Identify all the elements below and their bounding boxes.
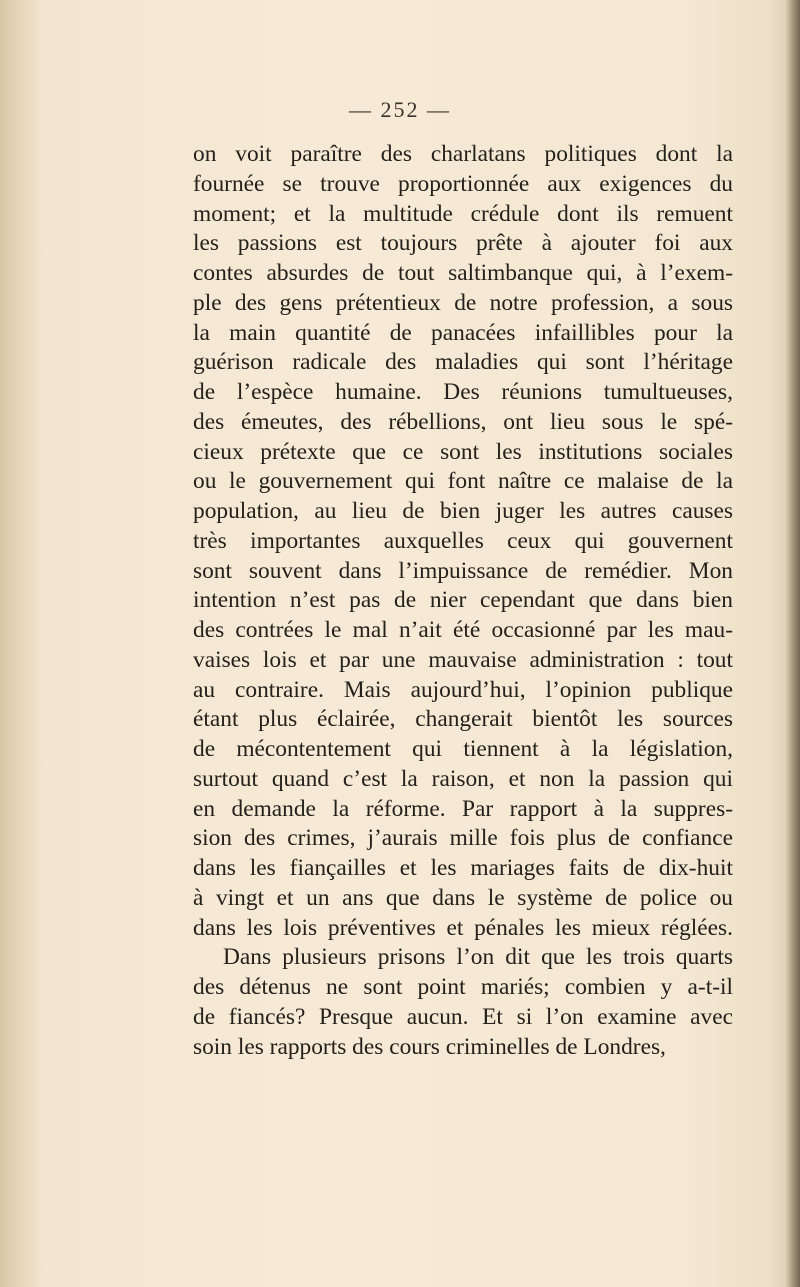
text-line: guérison radicale des maladies qui sont l’héritage — [193, 349, 733, 376]
text-line: les passions est toujours prête à ajouter foi aux — [193, 230, 733, 257]
text-line: vaises lois et par une mauvaise administration : tout — [193, 646, 733, 673]
text-line: à vingt et un ans que dans le système de police ou — [193, 884, 733, 911]
text-line: moment; et la multitude crédule dont ils remuent — [193, 200, 733, 227]
text-line: des contrées le mal n’ait été occasionné par les mau- — [193, 617, 733, 643]
text-line: Dans plusieurs prisons l’on dit que les trois quarts — [223, 944, 733, 971]
text-line: sion des crimes, j’aurais mille fois plus de confiance — [193, 825, 733, 852]
text-line: population, au lieu de bien juger les autres causes — [193, 498, 733, 524]
text-line: au contraire. Mais aujourd’hui, l’opinion publique — [193, 676, 733, 703]
text-line: étant plus éclairée, changerait bientôt les sources — [193, 706, 733, 733]
text-line: on voit paraître des charlatans politiques dont la — [193, 141, 733, 167]
text-line: des émeutes, des rébellions, ont lieu sous le spé- — [193, 408, 733, 435]
text-line: en demande la réforme. Par rapport à la suppres- — [193, 795, 733, 822]
text-line: contes absurdes de tout saltimbanque qui, à l’exem- — [193, 260, 733, 286]
page-left-shadow — [0, 0, 40, 1287]
text-line: surtout quand c’est la raison, et non la passion qui — [193, 765, 733, 792]
text-line: de mécontentement qui tiennent à la législation, — [193, 736, 733, 762]
text-line: fournée se trouve proportionnée aux exigences du — [193, 170, 733, 197]
text-line: dans les fiançailles et les mariages faits de dix-huit — [193, 855, 733, 881]
text-line: ple des gens prétentieux de notre profession, a sous — [193, 289, 733, 316]
text-line: de fiancés? Presque aucun. Et si l’on examine avec — [193, 1003, 733, 1030]
text-line: ou le gouvernement qui font naître ce malaise de la — [193, 468, 733, 495]
page-binding-edge — [786, 0, 800, 1287]
text-line: dans les lois préventives et pénales les mieux réglées. — [193, 914, 733, 941]
text-line: sont souvent dans l’impuissance de remédier. Mon — [193, 557, 733, 584]
page-number: — 252 — — [349, 97, 451, 122]
text-line: soin les rapports des cours criminelles de Londres, — [193, 1033, 666, 1060]
text-line: très importantes auxquelles ceux qui gouvernent — [193, 527, 733, 554]
body-text — [193, 140, 733, 1062]
text-line: des détenus ne sont point mariés; combien y a-t-il — [193, 974, 733, 1000]
text-line: la main quantité de panacées infaillibles pour la — [193, 319, 733, 346]
text-line: intention n’est pas de nier cependant que dans bien — [193, 587, 733, 614]
text-line: cieux prétexte que ce sont les institutions sociales — [193, 438, 733, 465]
text-line: de l’espèce humaine. Des réunions tumultueuses, — [193, 379, 733, 405]
